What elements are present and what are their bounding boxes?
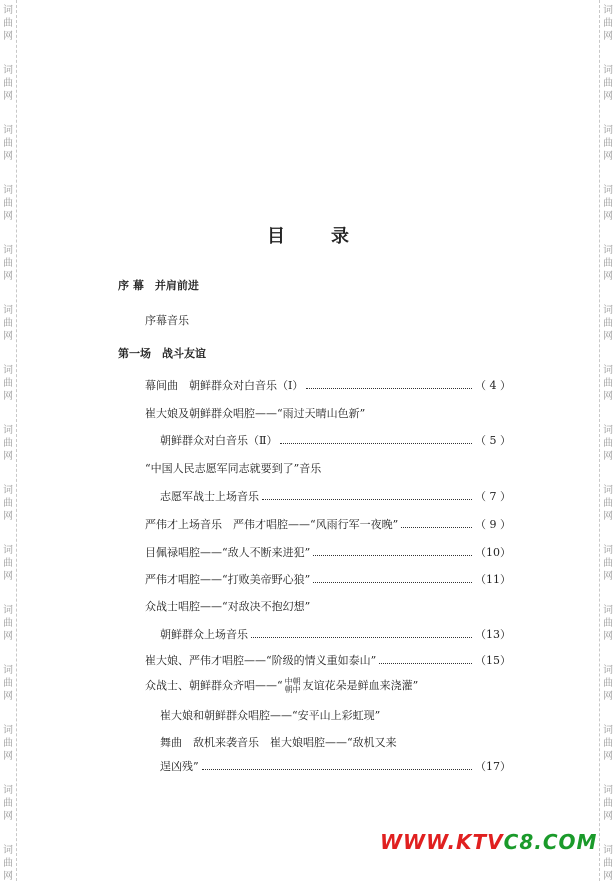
watermark-group xyxy=(0,64,16,103)
watermark-group xyxy=(600,784,616,823)
section-heading-prologue: 序 幕 并肩前进 xyxy=(118,279,199,292)
watermark-char: 网 xyxy=(603,751,613,762)
toc-item xyxy=(145,654,511,668)
watermark-char: 曲 xyxy=(3,18,13,29)
toc-item: 崔大娘和朝鲜群众唱腔——“安平山上彩虹现” xyxy=(160,709,381,722)
watermark-group xyxy=(600,64,616,103)
leader-dots xyxy=(262,499,472,500)
watermark-group xyxy=(600,184,616,223)
watermark-char: 曲 xyxy=(603,498,613,509)
watermark-char: 网 xyxy=(603,691,613,702)
watermark-char: 网 xyxy=(3,451,13,462)
watermark-char: 词 xyxy=(3,785,13,796)
watermark-char: 词 xyxy=(603,65,613,76)
watermark-char: 网 xyxy=(603,451,613,462)
watermark-char: 曲 xyxy=(603,858,613,869)
watermark-group xyxy=(0,664,16,703)
watermark-char: 曲 xyxy=(603,138,613,149)
watermark-char: 曲 xyxy=(603,78,613,89)
section-heading-scene1: 第一场 战斗友谊 xyxy=(118,347,206,360)
watermark-char: 词 xyxy=(3,125,13,136)
stack-top: 中朝 xyxy=(284,677,301,686)
watermark-group xyxy=(600,664,616,703)
toc-item-page: （ 7 ） xyxy=(475,490,511,503)
toc-item-page: （11） xyxy=(475,573,511,586)
toc-item-page: （10） xyxy=(475,546,511,559)
watermark-group xyxy=(0,544,16,583)
toc-item: 舞曲 敌机来袭音乐 崔大娘唱腔——“敌机又来 xyxy=(160,736,397,749)
watermark-char: 词 xyxy=(3,185,13,196)
watermark-char: 曲 xyxy=(3,198,13,209)
site-watermark-url xyxy=(380,830,597,854)
toc-item-text: 幕间曲 朝鲜群众对白音乐（Ⅰ） xyxy=(145,379,304,392)
toc-item xyxy=(145,573,511,587)
watermark-group xyxy=(0,184,16,223)
toc-item-text: 友谊花朵是鲜血来浇灌” xyxy=(302,679,419,692)
toc-item xyxy=(145,546,511,560)
watermark-char: 词 xyxy=(3,545,13,556)
watermark-char: 词 xyxy=(603,665,613,676)
toc-item: 众战士唱腔——“对敌决不抱幻想” xyxy=(145,600,311,613)
watermark-char: 曲 xyxy=(3,378,13,389)
leader-dots xyxy=(306,388,472,389)
toc-item xyxy=(160,760,511,774)
watermark-char: 网 xyxy=(603,391,613,402)
watermark-char: 词 xyxy=(3,5,13,16)
watermark-char: 词 xyxy=(3,485,13,496)
watermark-char: 网 xyxy=(3,811,13,822)
watermark-char: 曲 xyxy=(3,798,13,809)
watermark-group xyxy=(600,244,616,283)
watermark-char: 网 xyxy=(3,271,13,282)
watermark-char: 词 xyxy=(3,245,13,256)
toc-item-text: 目佩禄唱腔——“敌人不断来进犯” xyxy=(145,546,311,559)
watermark-char: 词 xyxy=(603,485,613,496)
toc-item-text: 严伟才上场音乐 严伟才唱腔——“风雨行军一夜晚” xyxy=(145,518,399,531)
watermark-group xyxy=(0,424,16,463)
watermark-char: 网 xyxy=(603,571,613,582)
toc-item-text: 朝鲜群众上场音乐 xyxy=(160,628,248,641)
watermark-char: 词 xyxy=(3,65,13,76)
leader-dots xyxy=(313,582,472,583)
watermark-char: 曲 xyxy=(3,438,13,449)
watermark-group xyxy=(0,4,16,43)
watermark-char: 网 xyxy=(603,31,613,42)
watermark-char: 网 xyxy=(603,511,613,522)
toc-item xyxy=(160,434,511,448)
watermark-group xyxy=(600,424,616,463)
watermark-char: 曲 xyxy=(603,438,613,449)
url-part-2: C8.COM xyxy=(503,830,598,854)
watermark-char: 网 xyxy=(3,211,13,222)
watermark-char: 曲 xyxy=(3,138,13,149)
watermark-char: 曲 xyxy=(3,738,13,749)
watermark-char: 曲 xyxy=(603,558,613,569)
watermark-char: 曲 xyxy=(603,318,613,329)
watermark-char: 曲 xyxy=(3,858,13,869)
watermark-char: 词 xyxy=(603,5,613,16)
watermark-group xyxy=(0,844,16,883)
toc-item xyxy=(145,678,418,694)
toc-item-page: （15） xyxy=(475,654,511,667)
toc-item xyxy=(160,628,511,642)
watermark-char: 词 xyxy=(603,245,613,256)
watermark-char: 网 xyxy=(3,571,13,582)
watermark-group xyxy=(0,304,16,343)
watermark-group xyxy=(0,124,16,163)
watermark-char: 词 xyxy=(603,605,613,616)
toc-item-page: （ 4 ） xyxy=(475,379,511,392)
watermark-char: 网 xyxy=(3,31,13,42)
leader-dots xyxy=(379,663,472,664)
watermark-char: 曲 xyxy=(3,618,13,629)
toc-item: 序幕音乐 xyxy=(145,314,189,327)
watermark-char: 曲 xyxy=(603,798,613,809)
toc-item-text: 志愿军战士上场音乐 xyxy=(160,490,259,503)
stacked-annotation xyxy=(285,678,301,694)
watermark-char: 网 xyxy=(3,331,13,342)
watermark-char: 网 xyxy=(3,511,13,522)
watermark-group xyxy=(0,604,16,643)
watermark-char: 曲 xyxy=(603,258,613,269)
toc-item: “中国人民志愿军同志就要到了”音乐 xyxy=(145,462,322,475)
watermark-char: 曲 xyxy=(3,78,13,89)
watermark-char: 网 xyxy=(603,871,613,882)
watermark-char: 网 xyxy=(603,271,613,282)
toc-item-text: 崔大娘、严伟才唱腔——“阶级的情义重如泰山” xyxy=(145,654,377,667)
watermark-char: 曲 xyxy=(3,258,13,269)
toc-item-page: （ 5 ） xyxy=(475,434,511,447)
leader-dots xyxy=(280,443,472,444)
watermark-char: 曲 xyxy=(3,558,13,569)
watermark-group xyxy=(600,304,616,343)
watermark-char: 词 xyxy=(603,365,613,376)
watermark-char: 网 xyxy=(603,331,613,342)
toc-item xyxy=(145,379,511,393)
watermark-group xyxy=(600,604,616,643)
toc-item xyxy=(145,518,511,532)
watermark-group xyxy=(0,724,16,763)
watermark-group xyxy=(0,784,16,823)
toc-item-text: 严伟才唱腔——“打败美帝野心狼” xyxy=(145,573,311,586)
watermark-char: 网 xyxy=(3,391,13,402)
watermark-char: 词 xyxy=(3,725,13,736)
watermark-char: 词 xyxy=(603,125,613,136)
watermark-group xyxy=(600,364,616,403)
watermark-char: 词 xyxy=(603,785,613,796)
watermark-char: 曲 xyxy=(603,738,613,749)
watermark-char: 词 xyxy=(603,725,613,736)
watermark-char: 词 xyxy=(603,845,613,856)
watermark-group xyxy=(0,244,16,283)
watermark-char: 词 xyxy=(3,845,13,856)
watermark-group xyxy=(600,4,616,43)
watermark-char: 词 xyxy=(3,305,13,316)
watermark-char: 曲 xyxy=(603,378,613,389)
watermark-group xyxy=(600,844,616,883)
watermark-group xyxy=(0,484,16,523)
watermark-char: 网 xyxy=(3,631,13,642)
watermark-group xyxy=(600,484,616,523)
watermark-char: 网 xyxy=(3,151,13,162)
watermark-char: 词 xyxy=(3,605,13,616)
watermark-char: 词 xyxy=(3,425,13,436)
right-watermark-column xyxy=(599,0,616,881)
leader-dots xyxy=(251,637,472,638)
watermark-char: 曲 xyxy=(3,678,13,689)
toc-item-text: 朝鲜群众对白音乐（Ⅱ） xyxy=(160,434,278,447)
watermark-char: 网 xyxy=(603,211,613,222)
watermark-char: 网 xyxy=(3,751,13,762)
url-part-1: WWW.KTV xyxy=(380,830,504,854)
toc-item-page: （ 9 ） xyxy=(475,518,511,531)
toc-item xyxy=(160,490,511,504)
page-title: 目录 xyxy=(267,226,395,247)
stack-bottom: 朝中 xyxy=(284,685,301,694)
watermark-char: 曲 xyxy=(3,498,13,509)
leader-dots xyxy=(202,769,472,770)
watermark-char: 曲 xyxy=(603,18,613,29)
watermark-char: 网 xyxy=(603,811,613,822)
left-watermark-column xyxy=(0,0,17,881)
toc-item-text: 众战士、朝鲜群众齐唱——“ xyxy=(145,679,283,692)
leader-dots xyxy=(401,527,472,528)
toc-item-page: （13） xyxy=(475,628,511,641)
watermark-char: 词 xyxy=(3,665,13,676)
watermark-char: 曲 xyxy=(603,198,613,209)
watermark-char: 曲 xyxy=(603,618,613,629)
watermark-char: 词 xyxy=(603,545,613,556)
watermark-char: 网 xyxy=(3,91,13,102)
watermark-char: 曲 xyxy=(3,318,13,329)
watermark-char: 词 xyxy=(3,365,13,376)
watermark-char: 网 xyxy=(603,91,613,102)
watermark-char: 词 xyxy=(603,185,613,196)
watermark-char: 网 xyxy=(3,871,13,882)
watermark-char: 词 xyxy=(603,425,613,436)
toc-item: 崔大娘及朝鲜群众唱腔——“雨过天晴山色新” xyxy=(145,407,366,420)
watermark-char: 网 xyxy=(3,691,13,702)
watermark-group xyxy=(600,124,616,163)
watermark-group xyxy=(0,364,16,403)
toc-item-text: 逞凶残” xyxy=(160,760,199,773)
watermark-char: 网 xyxy=(603,151,613,162)
leader-dots xyxy=(313,555,472,556)
watermark-group xyxy=(600,724,616,763)
watermark-char: 词 xyxy=(603,305,613,316)
toc-item-page: （17） xyxy=(475,760,511,773)
watermark-char: 曲 xyxy=(603,678,613,689)
watermark-group xyxy=(600,544,616,583)
watermark-char: 网 xyxy=(603,631,613,642)
